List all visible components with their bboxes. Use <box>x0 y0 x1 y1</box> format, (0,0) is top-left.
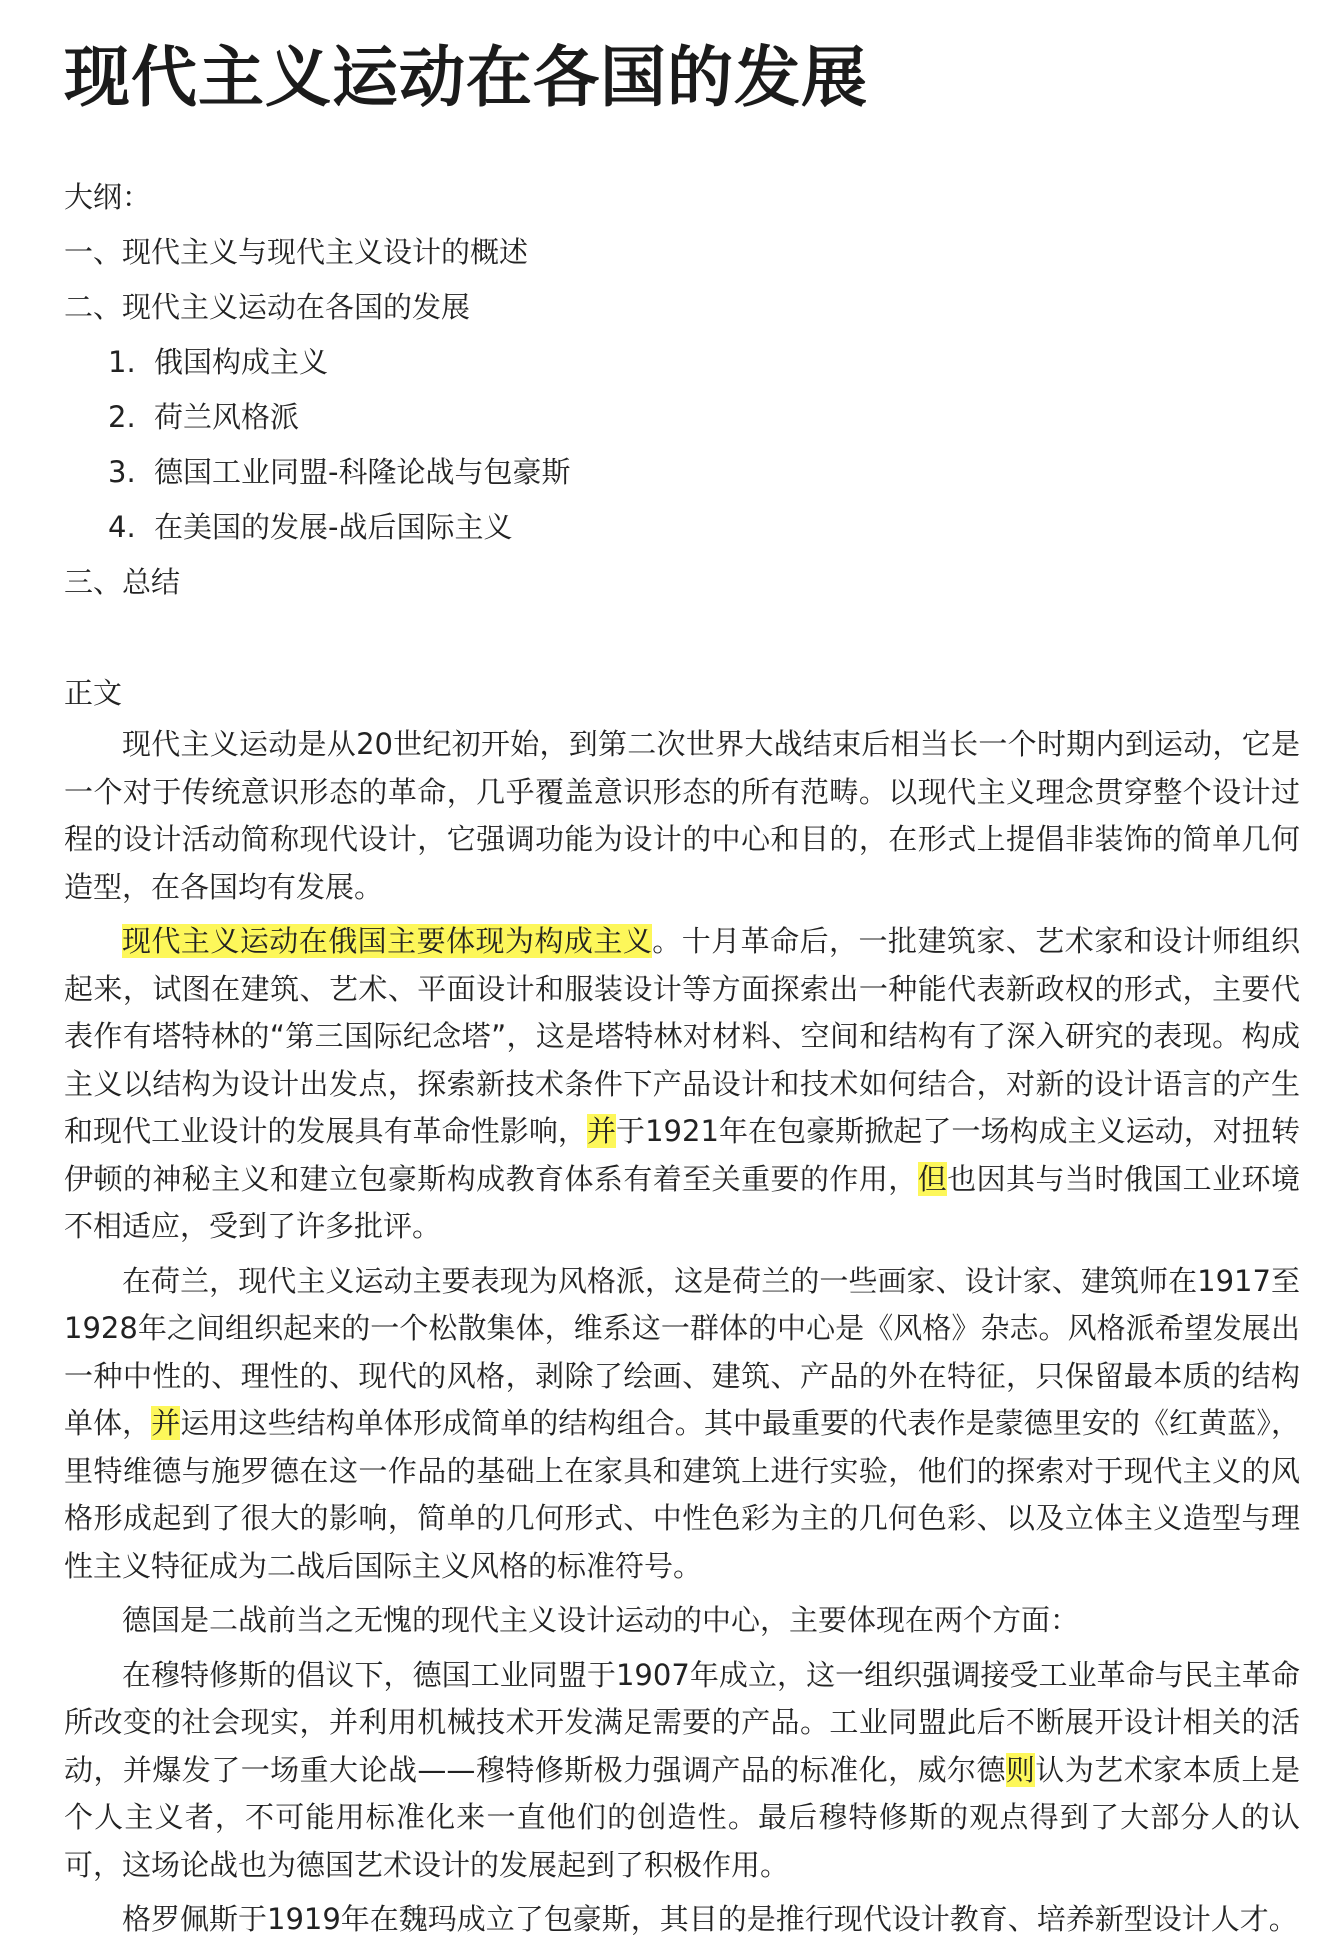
outline-item-text: 一、现代主义与现代主义设计的概述 <box>64 235 529 269</box>
outline-subitem <box>64 500 1300 555</box>
outline-subitem-number: 3. <box>108 455 136 489</box>
outline-subitem-text: 荷兰风格派 <box>154 400 300 434</box>
paragraph-text: 也因其与当时俄国工业环境不相适应，受到了许多批评。 <box>64 1161 1300 1243</box>
outline-subitem-text: 俄国构成主义 <box>154 345 329 379</box>
body-section <box>64 721 1300 1944</box>
body-paragraph-1: 现代主义运动是从20世纪初开始，到第二次世界大战结束后相当长一个时期内到运动，它是一个对于传统意识形态的革命，几乎覆盖意识形态的所有范畴。以现代主义理念贯穿整个设计过程的设计活动简称现代设计，它强调功能为设计的中心和目的，在形式上提倡非装饰的简单几何造型，在各国均有发展。 <box>64 727 1300 904</box>
body-paragraph-2 <box>64 918 1300 1251</box>
outline-subitem <box>64 390 1300 445</box>
outline-subitem <box>64 335 1300 390</box>
outline-section <box>64 170 1300 610</box>
highlighted-text: 并 <box>586 1114 617 1148</box>
paragraph-text: 于1921年在包豪斯掀起了一场构成主义运动，对扭转伊顿的神秘主义和建立包豪斯构成教育体系有着至关重要的作用， <box>64 1114 1300 1196</box>
paragraph-text: 在穆特修斯的倡议下，德国工业同盟于1907年成立，这一组织强调接受工业革命与民主革命所改变的社会现实，并利用机械技术开发满足需要的产品。工业同盟此后不断展开设计相关的活动，并爆发了一场重大论战——穆特修斯极力强调产品的标准化，威尔德 <box>64 1657 1300 1787</box>
outline-subitem-number: 2. <box>108 400 136 434</box>
outline-subitem-number: 1. <box>108 345 136 379</box>
outline-subitem-number: 4. <box>108 510 136 544</box>
outline-item <box>64 280 1300 335</box>
paragraph-text: 认为艺术家本质上是个人主义者，不可能用标准化来一直他们的创造性。最后穆特修斯的观点得到了大部分人的认可，这场论战也为德国艺术设计的发展起到了积极作用。 <box>64 1752 1300 1882</box>
body-paragraph-3 <box>64 1258 1300 1591</box>
body-paragraph-5 <box>64 1652 1300 1890</box>
highlighted-text: 则 <box>1005 1752 1036 1787</box>
body-label: 正文 <box>64 676 123 710</box>
outline-item <box>64 555 1300 610</box>
paragraph-text: 。十月革命后，一批建筑家、艺术家和设计师组织起来，试图在建筑、艺术、平面设计和服装设计等方面探索出一种能代表新政权的形式，主要代表作有塔特林的“第三国际纪念塔”，这是塔特林对材料、空间和结构有了深入研究的表现。构成主义以结构为设计出发点，探索新技术条件下产品设计和技术如何结合，对新的设计语言的产生和现代工业设计的发展具有革命性影响， <box>64 924 1300 1148</box>
paragraph-text: 运用这些结构单体形成简单的结构组合。其中最重要的代表作是蒙德里安的《红黄蓝》，里特维德与施罗德在这一作品的基础上在家具和建筑上进行实验，他们的探索对于现代主义的风格形成起到了很大的影响，简单的几何形式、中性色彩为主的几何色彩、以及立体主义造型与理性主义特征成为二战后国际主义风格的标准符号。 <box>64 1406 1300 1583</box>
highlighted-text: 但 <box>917 1161 948 1196</box>
outline-subitem <box>64 445 1300 500</box>
outline-heading: 大纲： <box>64 180 152 214</box>
document-page <box>64 0 1300 1951</box>
body-paragraph-6: 格罗佩斯于1919年在魏玛成立了包豪斯，其目的是推行现代设计教育、培养新型设计人才。 <box>122 1902 1298 1936</box>
outline-subitem-text: 德国工业同盟-科隆论战与包豪斯 <box>154 455 571 489</box>
highlighted-text: 现代主义运动在俄国主要体现为构成主义 <box>122 924 653 958</box>
paragraph-text: 在荷兰，现代主义运动主要表现为风格派，这是荷兰的一些画家、设计家、建筑师在1917至1928年之间组织起来的一个松散集体，维系这一群体的中心是《风格》杂志。风格派希望发展出一种中性的、理性的、现代的风格，剥除了绘画、建筑、产品的外在特征，只保留最本质的结构单体， <box>64 1263 1300 1440</box>
body-paragraph-4: 德国是二战前当之无愧的现代主义设计运动的中心，主要体现在两个方面： <box>122 1603 1080 1637</box>
highlighted-text: 并 <box>151 1406 181 1440</box>
outline-item-text: 二、现代主义运动在各国的发展 <box>64 290 471 324</box>
outline-item <box>64 225 1300 280</box>
outline-item-text: 三、总结 <box>64 565 181 599</box>
outline-subitem-text: 在美国的发展-战后国际主义 <box>154 510 513 544</box>
page-title: 现代主义运动在各国的发展 <box>64 39 868 116</box>
